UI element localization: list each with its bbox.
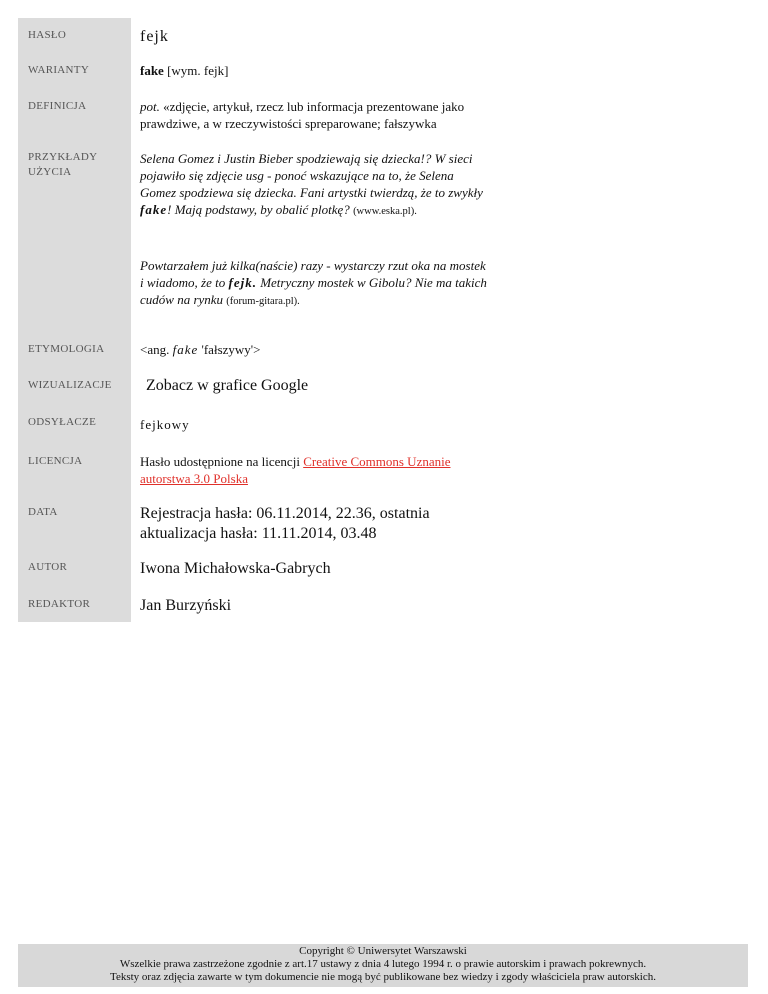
wizualizacje-label: WIZUALIZACJE [28, 379, 112, 391]
odsylacze-link[interactable]: fejkowy [140, 417, 190, 432]
footer-line-2: Wszelkie prawa zastrzeżone zgodnie z art.17 ustawy z dnia 4 lutego 1994 r. o prawie autorskim i prawach pokrewnych. [119, 958, 647, 970]
footer-line-3: Teksty oraz zdjęcia zawarte w tym dokumencie nie mogą być publikowane bez wiedzy i zgody właściciela praw autorskich. [110, 971, 656, 983]
copyright-footer [18, 944, 748, 987]
etymologia-text-b: 'fałszywy'> [198, 342, 261, 357]
przyklady-label: PRZYKŁADY UŻYCIA [28, 151, 97, 178]
example-1-source: (www.eska.pl). [353, 206, 417, 217]
redaktor-label: REDAKTOR [28, 598, 91, 610]
autor-label: AUTOR [28, 561, 68, 573]
licencja-label: LICENCJA [28, 455, 83, 467]
example-2-source: (forum-gitara.pl). [226, 296, 300, 307]
example-2-text-a: Powtarzałem już kilka(naście) razy - wystarczy rzut oka na mostek i wiadomo, że to [140, 258, 486, 290]
warianty-bold: fake [140, 63, 164, 78]
licencja-text: Hasło udostępnione na licencji [140, 454, 304, 469]
redaktor-value: Jan Burzyński [140, 597, 232, 614]
example-1 [140, 150, 490, 220]
warianty-value [140, 62, 490, 79]
example-1-text-b: ! Mają podstawy, by obalić plotkę? [167, 202, 354, 217]
footer-line-1: Copyright © Uniwersytet Warszawski [299, 945, 467, 957]
example-2-text-b: Metryczny mostek w Gibolu? Nie ma takich cudów na rynku [140, 275, 487, 307]
license-link[interactable]: Creative Commons Uznanie autorstwa 3.0 Polska [140, 454, 451, 486]
definicja-text: «zdjęcie, artykuł, rzecz lub informacja prezentowane jako prawdziwe, a w rzeczywistości spreparowane; fałszywka [140, 99, 465, 131]
odsylacze-label: ODSYŁACZE [28, 416, 97, 428]
data-label: DATA [28, 506, 58, 518]
etymologia-label: ETYMOLOGIA [28, 343, 105, 355]
example-2-bold: fejk. [228, 275, 257, 290]
definicja-label: DEFINICJA [28, 100, 87, 112]
definicja-pot: pot. [140, 99, 160, 114]
etymologia-word: fake [172, 342, 199, 357]
definicja-value [140, 98, 490, 132]
etymologia-text-a: <ang. [140, 342, 173, 357]
autor-value: Iwona Michałowska-Gabrych [140, 560, 331, 577]
licencja-value [140, 453, 470, 487]
example-2 [140, 257, 490, 310]
example-1-text-a: Selena Gomez i Justin Bieber spodziewają się dziecka!? W sieci pojawiło się zdjęcie usg - ponoć wskazujące na to, że Selena Gomez spodziewa się dziecka. Fani artystki twierdzą, że to zwykły [140, 151, 483, 200]
data-value: Rejestracja hasła: 06.11.2014, 22.36, ostatnia aktualizacja hasła: 11.11.2014, 03.48 [140, 505, 430, 542]
warianty-rest: [wym. fejk] [163, 63, 229, 78]
google-images-link[interactable]: Zobacz w grafice Google [146, 377, 309, 394]
haslo-label: HASŁO [28, 29, 67, 41]
etymologia-value [140, 341, 490, 358]
warianty-label: WARIANTY [28, 64, 90, 76]
example-1-bold: fake [140, 202, 168, 217]
haslo-value: fejk [140, 28, 169, 45]
